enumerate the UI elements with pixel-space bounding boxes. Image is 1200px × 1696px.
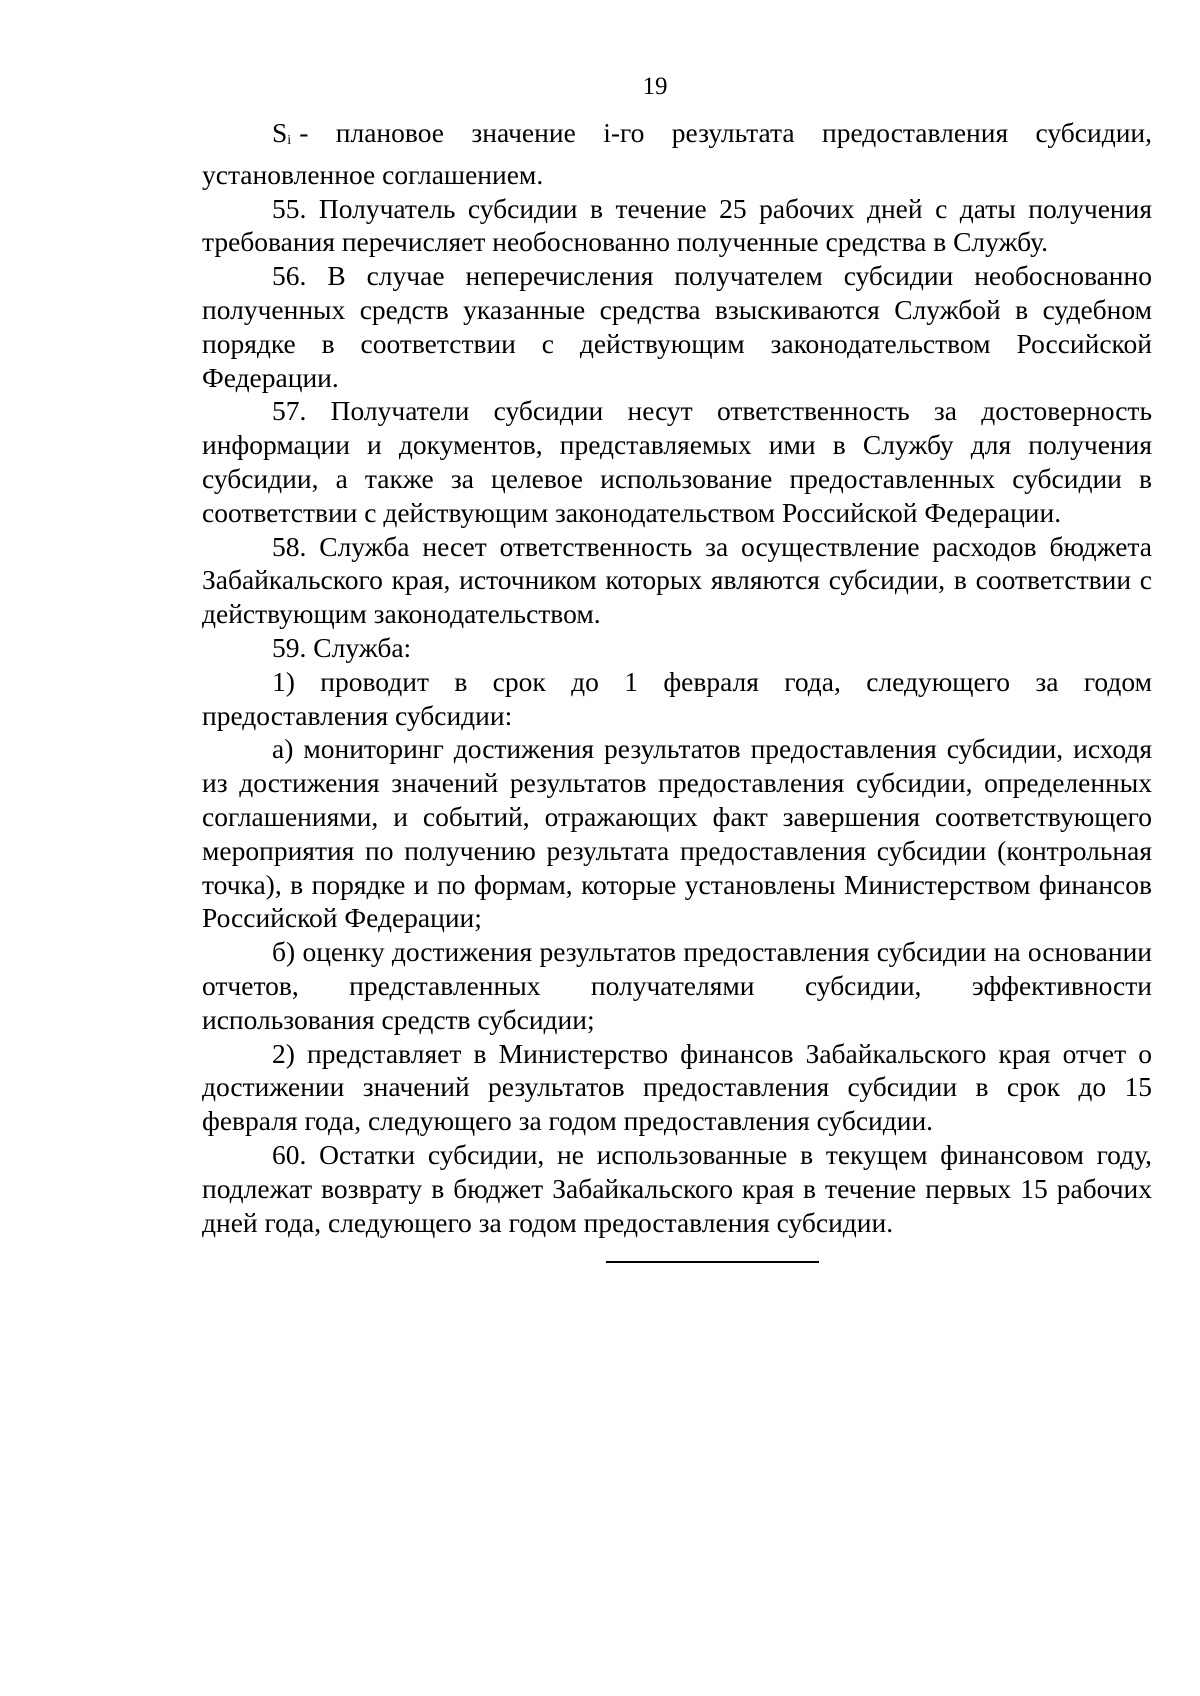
paragraph-55: 55. Получатель субсидии в течение 25 рабочих дней с даты получения требования перечисляет необоснованно полученные средства в Службу. xyxy=(202,192,1152,258)
paragraph-text: - плановое значение i-го результата предоставления субсидии, установленное соглашением. xyxy=(202,117,1152,190)
paragraph-56: 56. В случае неперечисления получателем субсидии необоснованно полученных средств указанные средства взыскиваются Службой в судебном порядке в соответствии с действующим законодательством Российской Федерации. xyxy=(202,260,1152,393)
document-body xyxy=(202,116,1152,1239)
end-of-document-rule xyxy=(606,1261,819,1263)
symbol-s-i xyxy=(272,117,299,148)
symbol-letter: S xyxy=(272,117,288,148)
paragraph-60: 60. Остатки субсидии, не использованные в текущем финансовом году, подлежат возврату в бюджет Забайкальского края в течение первых 15 рабочих дней года, следующего за годом предоставления субсидии. xyxy=(202,1138,1152,1238)
paragraph-definition-si xyxy=(202,116,1152,192)
paragraph-59-item-1: 1) проводит в срок до 1 февраля года, следующего за годом предоставления субсидии: xyxy=(202,665,1152,731)
paragraph-58: 58. Служба несет ответственность за осуществление расходов бюджета Забайкальского края, источником которых являются субсидии, в соответствии с действующим законодательством. xyxy=(202,530,1152,630)
paragraph-57: 57. Получатели субсидии несут ответственность за достоверность информации и документов, представляемых ими в Службу для получения субсидии, а также за целевое использование предоставленных субсидии в соответствии с действующим законодательством Российской Федерации. xyxy=(202,395,1152,528)
page-number: 19 xyxy=(642,73,668,100)
symbol-subscript: i xyxy=(287,133,292,148)
paragraph-59-item-2: 2) представляет в Министерство финансов Забайкальского края отчет о достижении значений результатов предоставления субсидии в срок до 15 февраля года, следующего за годом предоставления субсидии. xyxy=(202,1037,1152,1137)
paragraph-59-item-1b: б) оценку достижения результатов предоставления субсидии на основании отчетов, представленных получателями субсидии, эффективности использования средств субсидии; xyxy=(202,936,1152,1035)
paragraph-59-item-1a: а) мониторинг достижения результатов предоставления субсидии, исходя из достижения значений результатов предоставления субсидии, определенных соглашениями, и событий, отражающих факт завершения соответствующего мероприятия по получению результата предоставления субсидии (контрольная точка), в порядке и по формам, которые установлены Министерством финансов Российской Федерации; xyxy=(202,733,1152,934)
paragraph-59: 59. Служба: xyxy=(272,631,412,663)
